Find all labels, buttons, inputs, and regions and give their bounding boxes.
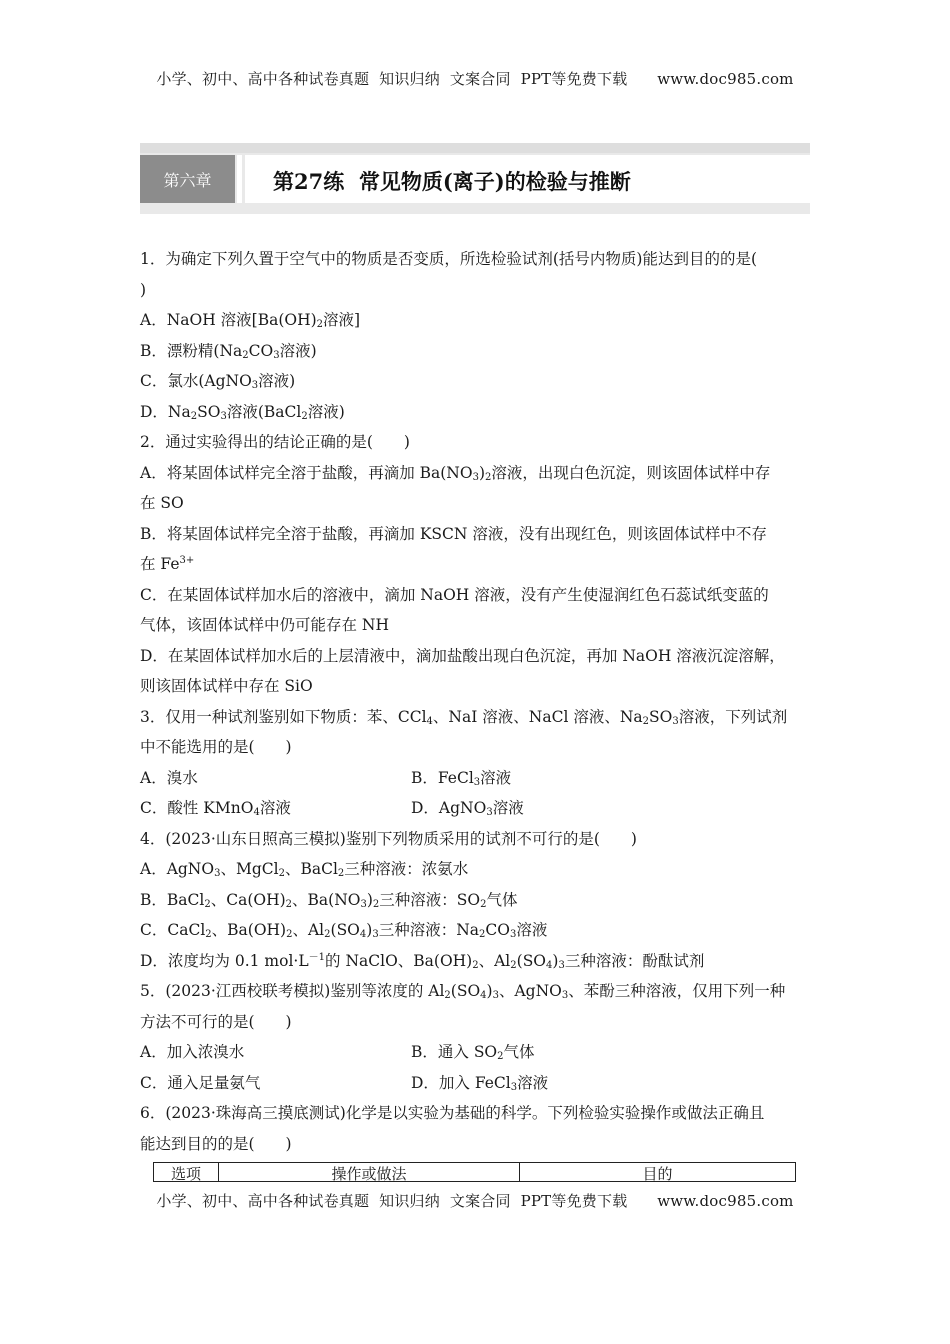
q2-option-b: B．将某固体试样完全溶于盐酸，再滴加 KSCN 溶液，没有出现红色，则该固体试样中不存 — [140, 524, 767, 543]
q3-option-b: B．FeCl$_3$溶液 — [411, 768, 512, 788]
q2-option-c: C．在某固体试样加水后的溶液中，滴加 NaOH 溶液，没有产生使湿润红色石蕊试纸变蓝的 — [140, 585, 769, 604]
q4-option-c: C．CaCl$_2$、$Ba(OH)_2$、$Al_2(SO_4)_3$三种溶液：$Na_2CO_3$溶液 — [140, 921, 548, 940]
q5-stem: 5．(2023·江西校联考模拟)鉴别等浓度的 $Al_2(SO_4)_3$、AgNO$_3$、苯酚三种溶液，仅用下列一种 — [140, 982, 786, 1001]
q4-option-a: A．AgNO$_3$、MgCl$_2$、BaCl$_2$三种溶液：浓氨水 — [140, 860, 469, 879]
q1-option-d: D．$Na_2SO_3$溶液(BaCl$_2$溶液) — [140, 402, 345, 422]
q5-option-b: B．通入 $SO_2$气体 — [411, 1043, 535, 1062]
table-header-purpose: 目的 — [642, 1165, 673, 1182]
q6-stem: 6．(2023·珠海高三摸底测试)化学是以实验为基础的科学。下列检验实验操作或做法正确且 — [140, 1104, 765, 1122]
q3-stem: 3．仅用一种试剂鉴别如下物质：苯、CCl$_4$、NaI 溶液、NaCl 溶液、$Na_2SO_3$溶液，下列试剂 — [140, 707, 788, 727]
q3-option-d: D．AgNO$_3$溶液 — [411, 799, 524, 818]
q3-stem-cont: 中不能选用的是( ) — [140, 738, 292, 756]
q5-option-a: A．加入浓溴水 — [140, 1043, 245, 1061]
q3-option-c: C．酸性 KMnO$_4$溶液 — [140, 799, 291, 818]
q4-option-b: B．BaCl$_2$、$Ca(OH)_2$、$Ba(NO_3)_2$三种溶液：$SO_2$气体 — [140, 890, 518, 910]
q2-stem: 2．通过实验得出的结论正确的是( ) — [140, 433, 410, 451]
q2-option-d-cont: 则该固体试样中存在 SiO — [140, 677, 313, 695]
q2-option-a: A．将某固体试样完全溶于盐酸，再滴加 $Ba(NO_3)_2$溶液，出现白色沉淀，则该固体试样中存 — [140, 463, 771, 483]
q5-option-c: C．通入足量氨气 — [140, 1073, 261, 1092]
q2-option-b-cont: 在 $Fe^{3+}$ — [140, 555, 195, 573]
q2-option-c-cont: 气体，该固体试样中仍可能存在 NH — [140, 616, 390, 634]
q1-option-a: A．NaOH 溶液[$Ba(OH)_2$溶液] — [140, 311, 361, 330]
q5-options-cd — [140, 1068, 812, 1099]
q3-options-ab — [140, 763, 812, 794]
q1-stem: 1．为确定下列久置于空气中的物质是否变质，所选检验试剂(括号内物质)能达到目的的是( — [140, 250, 758, 268]
table-header-option: 选项 — [154, 1163, 219, 1181]
q1-option-b: B．漂粉精($Na_2CO_3$溶液) — [140, 341, 317, 361]
q6-table-header — [153, 1162, 796, 1182]
q5-stem-cont: 方法不可行的是( ) — [140, 1012, 292, 1031]
question-list — [140, 244, 812, 1159]
running-footer: 小学、初中、高中各种试卷真题 知识归纳 文案合同 PPT等免费下载 www.doc985.com — [156, 1192, 794, 1210]
q1-stem-cont: ) — [140, 280, 147, 299]
q5-option-d: D．加入 FeCl$_3$溶液 — [411, 1073, 549, 1093]
q4-stem: 4．(2023·山东日照高三模拟)鉴别下列物质采用的试剂不可行的是( ) — [140, 829, 637, 848]
q3-option-a: A．溴水 — [140, 768, 198, 787]
page-title: 第27练 常见物质(离子)的检验与推断 — [273, 169, 631, 194]
table-header-operation: 操作或做法 — [219, 1163, 520, 1181]
chapter-label: 第六章 — [140, 155, 235, 203]
q6-stem-cont: 能达到目的的是( ) — [140, 1134, 292, 1153]
q2-option-a-cont: 在 SO — [140, 494, 184, 512]
running-header: 小学、初中、高中各种试卷真题 知识归纳 文案合同 PPT等免费下载 www.doc985.com — [156, 70, 794, 88]
q2-option-d: D．在某固体试样加水后的上层清液中，滴加盐酸出现白色沉淀，再加 NaOH 溶液沉淀溶解， — [140, 646, 785, 665]
q4-option-d: D．浓度均为 0.1 $mol\cdot L^{-1}$的 NaClO、$Ba(OH)_2$、$Al_2(SO_4)_3$三种溶液：酚酞试剂 — [140, 951, 705, 971]
q3-options-cd — [140, 793, 812, 824]
q1-option-c: C．氯水(AgNO$_3$溶液) — [140, 372, 296, 391]
q5-options-ab — [140, 1037, 812, 1068]
